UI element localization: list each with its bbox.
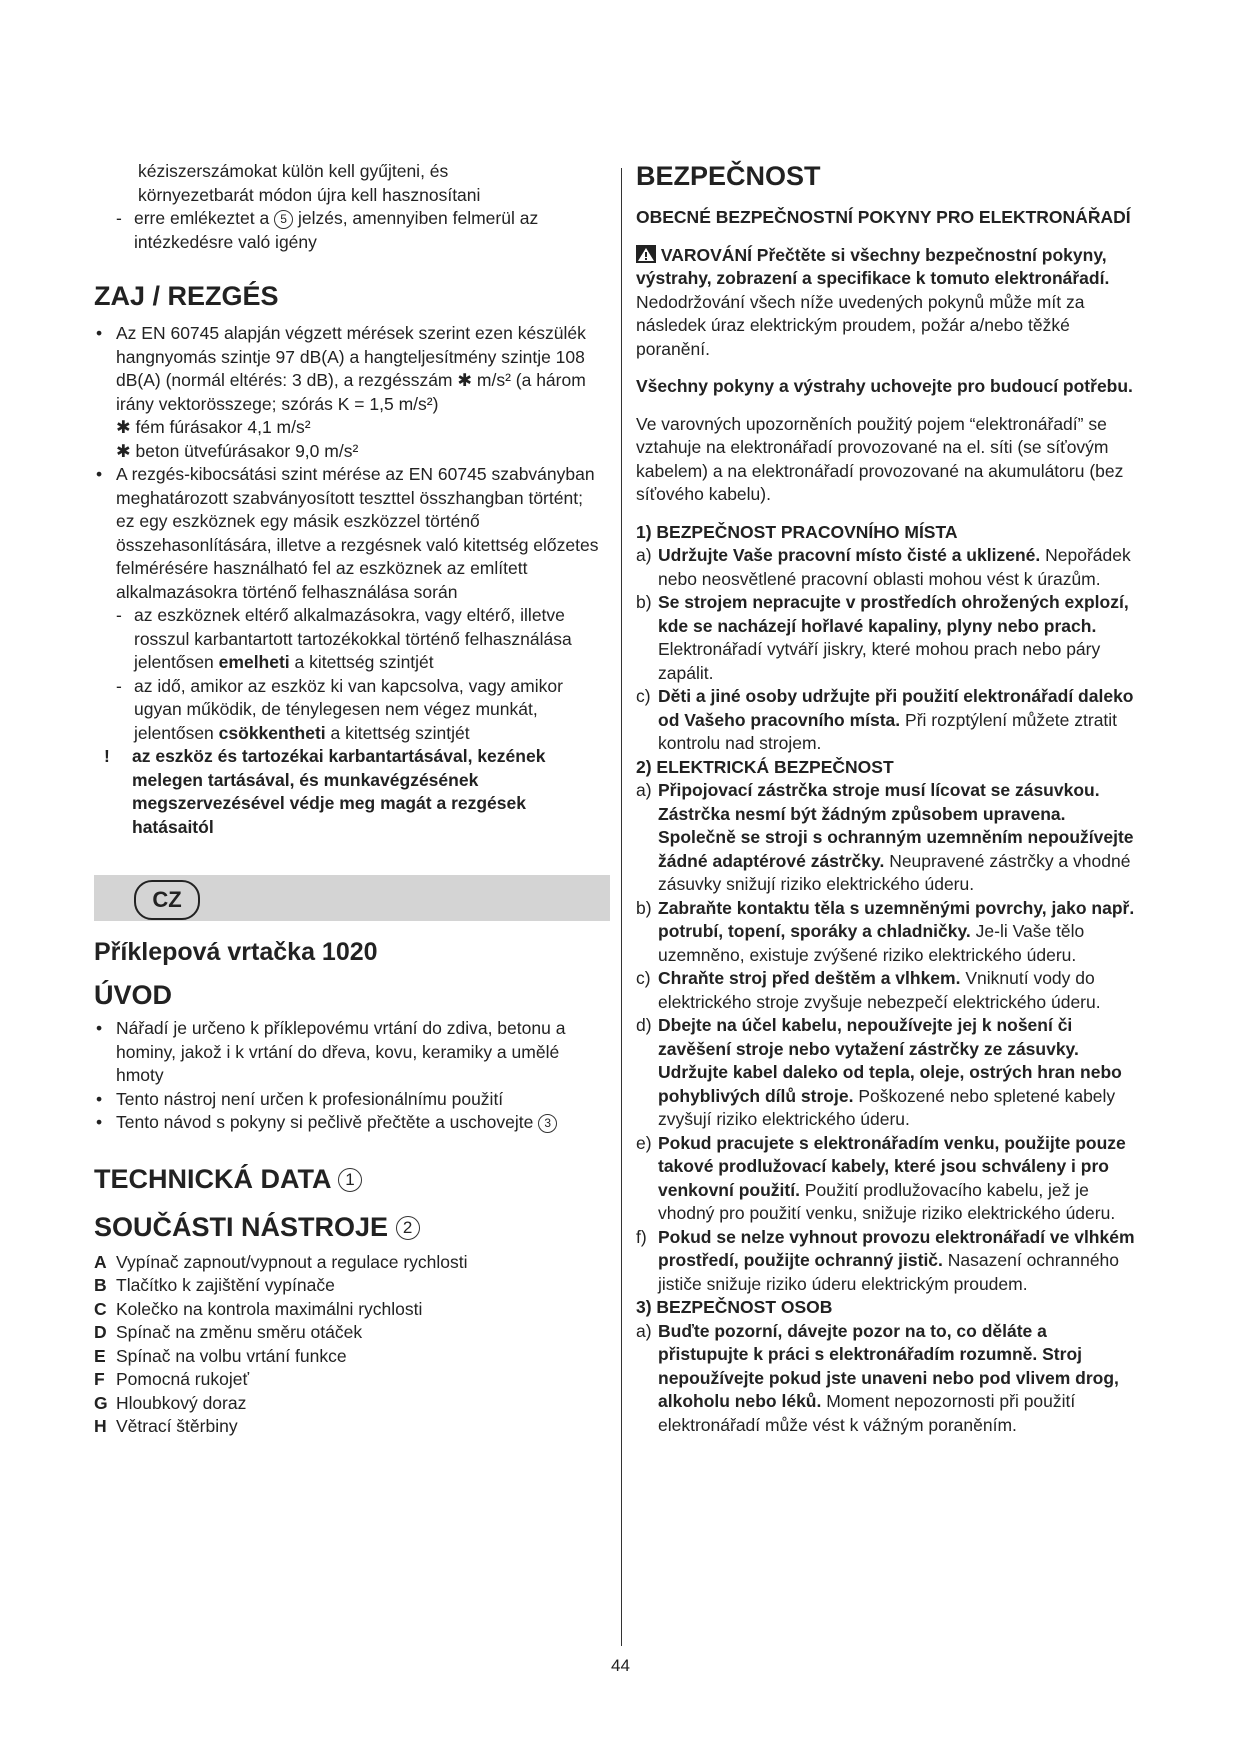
noise-dash-1: - az eszköznek eltérő alkalmazásokra, vagy eltérő, illetve rosszul karbantartott tartozékokkal történő felhasználása jelentősen emelheti a kitettség szintjét: [116, 605, 572, 672]
noise-warning: ! az eszköz és tartozékai karbantartásával, kezének melegen tartásával, és munkavégzésének megszervezésével védje meg magát a rezgések hatásaitól: [104, 746, 546, 837]
uvod-item: • Tento návod s pokyny si pečlivě přečtěte a uschovejte 3: [94, 1111, 604, 1135]
part-item: E Spínač na volbu vrtání funkce: [94, 1345, 347, 1366]
section-1-title: 1) BEZPEČNOST PRACOVNÍHO MÍSTA: [636, 521, 958, 542]
safety-item: c) Chraňte stroj před deštěm a vlhkem. Vniknutí vody do elektrického stroje zvyšuje nebezpečí elektrického úderu.: [636, 968, 1101, 1012]
cz-badge: CZ: [134, 880, 200, 920]
safety-item: a) Připojovací zástrčka stroje musí lícovat se zásuvkou. Zástrčka nesmí být žádným způsobem upravena. Společně se stroji s ochranným uzemněním nepoužívejte žádné adaptérové zástrčky. Neupravené zástrčky a vhodné zásuvky snižují riziko elektrického úderu.: [636, 780, 1134, 894]
intro-line: környezetbarát módon újra kell hasznosítani: [138, 184, 481, 205]
part-item: B Tlačítko k zajištění vypínače: [94, 1275, 335, 1295]
left-column: [94, 160, 604, 1439]
part-item: A Vypínač zapnout/vypnout a regulace rychlosti: [94, 1251, 468, 1272]
noise-metal: ✱ fém fúrásakor 4,1 m/s²: [116, 417, 311, 437]
ref-number-5: 5: [274, 210, 293, 229]
part-item: F Pomocná rukojeť: [94, 1369, 250, 1389]
noise-dash-2: - az idő, amikor az eszköz ki van kapcsolva, vagy amikor ugyan működik, de ténylegesen nem végez munkát, jelentősen csökkentheti a kitettség szintjét: [116, 675, 563, 743]
safety-item: b) Zabraňte kontaktu těla s uzemněnými povrchy, jako např. potrubí, topení, sporáky a chladničky. Je-li Vaše tělo uzemněno, existuje zvýšené riziko elektrického úderu.: [636, 897, 1135, 965]
safety-item: c) Děti a jiné osoby udržujte při použití elektronářadí daleko od Vašeho pracovního místa. Při rozptýlení můžete ztratit kontrolu nad strojem.: [636, 686, 1134, 753]
part-item: C Kolečko na kontrola maximálni rychlosti: [94, 1298, 423, 1319]
intro-title: ÚVOD: [94, 980, 173, 1010]
safety-item: b) Se strojem nepracujte v prostředích ohrožených explozí, kde se nacházejí hořlavé kapaliny, plyny nebo prach. Elektronářadí vytváří jiskry, které mohou prach nebo páry zapálit.: [636, 592, 1129, 683]
tech-data-title: TECHNICKÁ DATA 1: [94, 1163, 604, 1195]
warning-icon: [636, 245, 656, 263]
parts-title: SOUČÁSTI NÁSTROJE 2: [94, 1211, 604, 1243]
noise-title: ZAJ / REZGÉS: [94, 281, 279, 311]
safety-item: a) Buďte pozorní, dávejte pozor na to, co děláte a přistupujte k práci s elektronářadím rozumně. Stroj nepoužívejte pokud jste unaveni nebo pod vlivem drog, alkoholu nebo léků. Moment nepozornosti při použití elektronářadí může vést k vážným poraněním.: [636, 1320, 1119, 1435]
keep-instructions: Všechny pokyny a výstrahy uchovejte pro budoucí potřebu.: [636, 376, 1133, 396]
intro-dash-item: - erre emlékeztet a 5 jelzés, amennyiben felmerül az intézkedésre való igény: [116, 208, 539, 252]
safety-item: f) Pokud se nelze vyhnout provozu elektronářadí ve vlhkém prostředí, použijte ochranný jistič. Nasazení ochranného jističe snižuje riziko úderu elektrickým proudem.: [636, 1226, 1135, 1294]
ref-number-2: 2: [396, 1216, 420, 1240]
parts-list: [94, 1251, 604, 1439]
noise-bullet-2: • A rezgés-kibocsátási szint mérése az EN 60745 szabványban meghatározott szabványosított teszttel összhangban történt; ez egy eszköznek egy másik eszközzel történő összehasonlítására, illetve a rezgésnek való kitettség előzetes felmérésére használható fel az eszköznek az említett alkalmazásokra történő felhasználása során: [96, 464, 599, 602]
section-3-title: 3) BEZPEČNOST OSOB: [636, 1297, 833, 1317]
page-number: 44: [611, 1656, 630, 1675]
language-band: [94, 875, 610, 921]
safety-item: e) Pokud pracujete s elektronářadím venku, použijte pouze takové prodlužovací kabely, které jsou schváleny i pro venkovní použití. Použití prodlužovacího kabelu, jež je vhodný pro použití venku, snižuje riziko elektrického úderu.: [636, 1132, 1126, 1223]
right-column: [636, 160, 1136, 1437]
uvod-item: • Tento nástroj není určen k profesionálnímu použití: [96, 1088, 504, 1109]
intro-continuation: [94, 160, 604, 207]
safety-title: BEZPEČNOST: [636, 161, 821, 191]
ref-number-1: 1: [338, 1168, 362, 1192]
safety-item: d) Dbejte na účel kabelu, nepoužívejte jej k nošení či zavěšení stroje nebo vytažení zástrčky ze zásuvky. Udržujte kabel daleko od tepla, oleje, ostrých hran nebo pohyblivých dílů stroje. Poškozené nebo spletené kabely zvyšují riziko elektrického úderu.: [636, 1015, 1122, 1129]
product-title: Příklepová vrtačka 1020: [94, 938, 378, 966]
part-item: H Větrací štěrbiny: [94, 1416, 238, 1436]
safety-item: a) Udržujte Vaše pracovní místo čisté a uklizené. Nepořádek nebo neosvětlené pracovní oblasti mohou vést k úrazům.: [636, 545, 1131, 589]
noise-concrete: ✱ beton ütvefúrásakor 9,0 m/s²: [116, 440, 359, 461]
part-item: G Hloubkový doraz: [94, 1392, 247, 1413]
term-definition: Ve varovných upozorněních použitý pojem “elektronářadí” se vztahuje na elektronářadí provozované na el. síti (se síťovým kabelem) a na elektronářadí provozované na akumulátoru (bez síťového kabelu).: [636, 413, 1124, 504]
part-item: D Spínač na změnu směru otáček: [94, 1322, 363, 1342]
noise-bullet-1: • Az EN 60745 alapján végzett mérések szerint ezen készülék hangnyomás szintje 97 dB(A) a hangteljesítmény szintje 108 dB(A) (normál eltérés: 3 dB), a rezgésszám ✱ m/s² (a három irány vektorösszege; szórás K = 1,5 m/s²) ✱ fém fúrásakor 4,1 m/s² ✱ beton ütvefúrásakor 9,0 m/s²: [94, 322, 604, 463]
warning-paragraph: VAROVÁNÍ Přečtěte si všechny bezpečnostní pokyny, výstrahy, zobrazení a specifikace k tomuto elektronářadí. Nedodržování všech níže uvedených pokynů může mít za následek úraz elektrickým proudem, požár a/nebo těžké poranění.: [636, 244, 1110, 359]
column-divider: [621, 168, 622, 1646]
safety-subtitle: OBECNÉ BEZPEČNOSTNÍ POKYNY PRO ELEKTRONÁŘADÍ: [636, 207, 1131, 227]
uvod-item: • Nářadí je určeno k příklepovému vrtání do zdiva, betonu a hominy, jakož i k vrtání do dřeva, kovu, keramiky a umělé hmoty: [96, 1018, 566, 1085]
ref-number-3: 3: [538, 1114, 557, 1133]
section-2-title: 2) ELEKTRICKÁ BEZPEČNOST: [636, 756, 894, 777]
intro-line: kéziszerszámokat külön kell gyűjteni, és: [138, 161, 449, 181]
